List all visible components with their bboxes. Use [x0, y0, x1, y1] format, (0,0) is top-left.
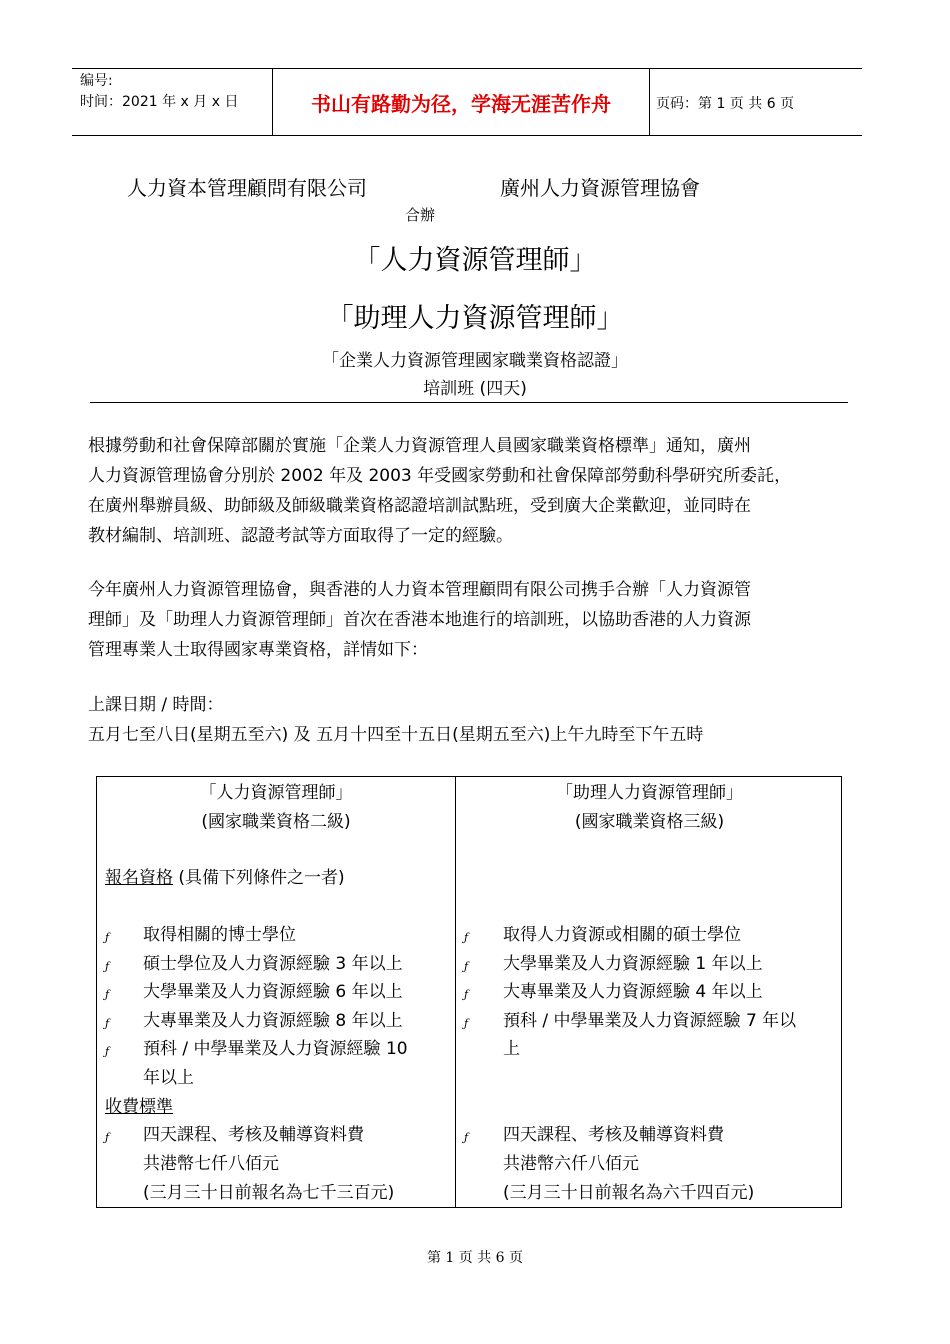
left-fee-line: (三月三十日前報名為七千三百元) — [143, 1183, 395, 1203]
header-divider — [649, 69, 650, 135]
left-req-item: 年以上 — [143, 1068, 194, 1088]
right-req-item: 大學畢業及人力資源經驗 1 年以上 — [503, 954, 763, 974]
right-req-item: 上 — [503, 1039, 520, 1059]
bullet-icon: ƒ — [105, 931, 110, 944]
bullet-icon: ƒ — [105, 988, 110, 1001]
header-bar — [72, 68, 862, 136]
paragraph-line: 在廣州舉辦員級、助師級及師級職業資格認證培訓試點班，受到廣大企業歡迎，並同時在 — [88, 496, 751, 516]
fee-label: 收費標準 — [105, 1097, 173, 1117]
right-fee-line: 共港幣六仟八佰元 — [503, 1154, 639, 1174]
time-label: 时间：2021 年 x 月 x 日 — [80, 94, 239, 110]
intro-paragraph — [88, 431, 848, 551]
left-title: 「人力資源管理師」 — [199, 783, 353, 803]
right-req-item: 預科 / 中學畢業及人力資源經驗 7 年以 — [503, 1011, 797, 1031]
paragraph-line: 根據勞動和社會保障部關於實施「企業人力資源管理人員國家職業資格標準」通知，廣州 — [88, 436, 751, 456]
page-info: 页码：第 1 页 共 6 页 — [656, 96, 795, 112]
req-label: 報名資格 — [105, 868, 173, 888]
right-title: 「助理人力資源管理師」 — [556, 783, 743, 803]
schedule-block — [88, 690, 848, 750]
left-fee-line: 共港幣七仟八佰元 — [143, 1154, 279, 1174]
left-req-item: 碩士學位及人力資源經驗 3 年以上 — [143, 954, 403, 974]
req-heading — [105, 864, 345, 893]
header-motto: 书山有路勤为径，学海无涯苦作舟 — [311, 91, 611, 116]
left-fee-line: 四天課程、考核及輔導資料費 — [143, 1125, 364, 1145]
paragraph-line: 教材編制、培訓班、認證考試等方面取得了一定的經驗。 — [88, 526, 513, 546]
right-fee-line: (三月三十日前報名為六千四百元) — [503, 1183, 755, 1203]
right-header — [456, 779, 843, 836]
title-assistant-hr-manager: 「助理人力資源管理師」 — [326, 303, 624, 334]
bullet-icon: ƒ — [464, 1131, 469, 1144]
subtitle-certification: 「企業人力資源管理國家職業資格認證」 — [322, 351, 628, 371]
bullet-icon: ƒ — [464, 960, 469, 973]
page-footer: 第 1 页 共 6 页 — [426, 1250, 524, 1266]
schedule-text: 五月七至八日(星期五至六) 及 五月十四至十五日(星期五至六)上午九時至下午五時 — [88, 725, 704, 745]
bullet-icon: ƒ — [105, 1017, 110, 1030]
header-meta — [80, 71, 238, 113]
paragraph-line: 今年廣州人力資源管理協會，與香港的人力資本管理顧問有限公司携手合辦「人力資源管 — [88, 580, 751, 600]
right-req-item: 取得人力資源或相關的碩士學位 — [503, 925, 741, 945]
right-fee-line: 四天課程、考核及輔導資料費 — [503, 1125, 724, 1145]
paragraph-line: 人力資源管理協會分別於 2002 年及 2003 年受國家勞動和社會保障部勞動科學研究所委託， — [88, 466, 792, 486]
bullet-icon: ƒ — [105, 1131, 110, 1144]
partnership-paragraph — [88, 575, 848, 665]
course-label: 培訓班 (四天) — [423, 379, 527, 399]
title-divider — [90, 402, 848, 403]
req-note: (具備下列條件之一者) — [173, 868, 345, 888]
left-req-item: 取得相關的博士學位 — [143, 925, 296, 945]
paragraph-line: 管理專業人士取得國家專業資格，詳情如下： — [88, 640, 428, 660]
bullet-icon: ƒ — [464, 931, 469, 944]
left-header — [97, 779, 455, 836]
left-req-item: 預科 / 中學畢業及人力資源經驗 10 — [143, 1039, 408, 1059]
left-req-item: 大專畢業及人力資源經驗 8 年以上 — [143, 1011, 403, 1031]
number-label: 编号: — [80, 73, 113, 89]
course-table — [96, 776, 842, 1208]
left-req-item: 大學畢業及人力資源經驗 6 年以上 — [143, 982, 403, 1002]
joint-label: 合辦 — [405, 206, 436, 224]
header-divider — [272, 69, 273, 135]
right-level: (國家職業資格三級) — [574, 811, 725, 832]
organizer-2: 廣州人力資源管理協會 — [500, 176, 700, 200]
schedule-label: 上課日期 / 時間： — [88, 695, 224, 715]
bullet-icon: ƒ — [105, 1045, 110, 1058]
bullet-icon: ƒ — [105, 960, 110, 973]
bullet-icon: ƒ — [464, 988, 469, 1001]
organizer-1: 人力資本管理顧問有限公司 — [127, 176, 367, 200]
paragraph-line: 理師」及「助理人力資源管理師」首次在香港本地進行的培訓班，以協助香港的人力資源 — [88, 610, 751, 630]
right-req-item: 大專畢業及人力資源經驗 4 年以上 — [503, 982, 763, 1002]
table-divider — [455, 777, 456, 1207]
title-hr-manager: 「人力資源管理師」 — [353, 245, 597, 276]
bullet-icon: ƒ — [464, 1017, 469, 1030]
left-level: (國家職業資格二級) — [201, 811, 351, 832]
